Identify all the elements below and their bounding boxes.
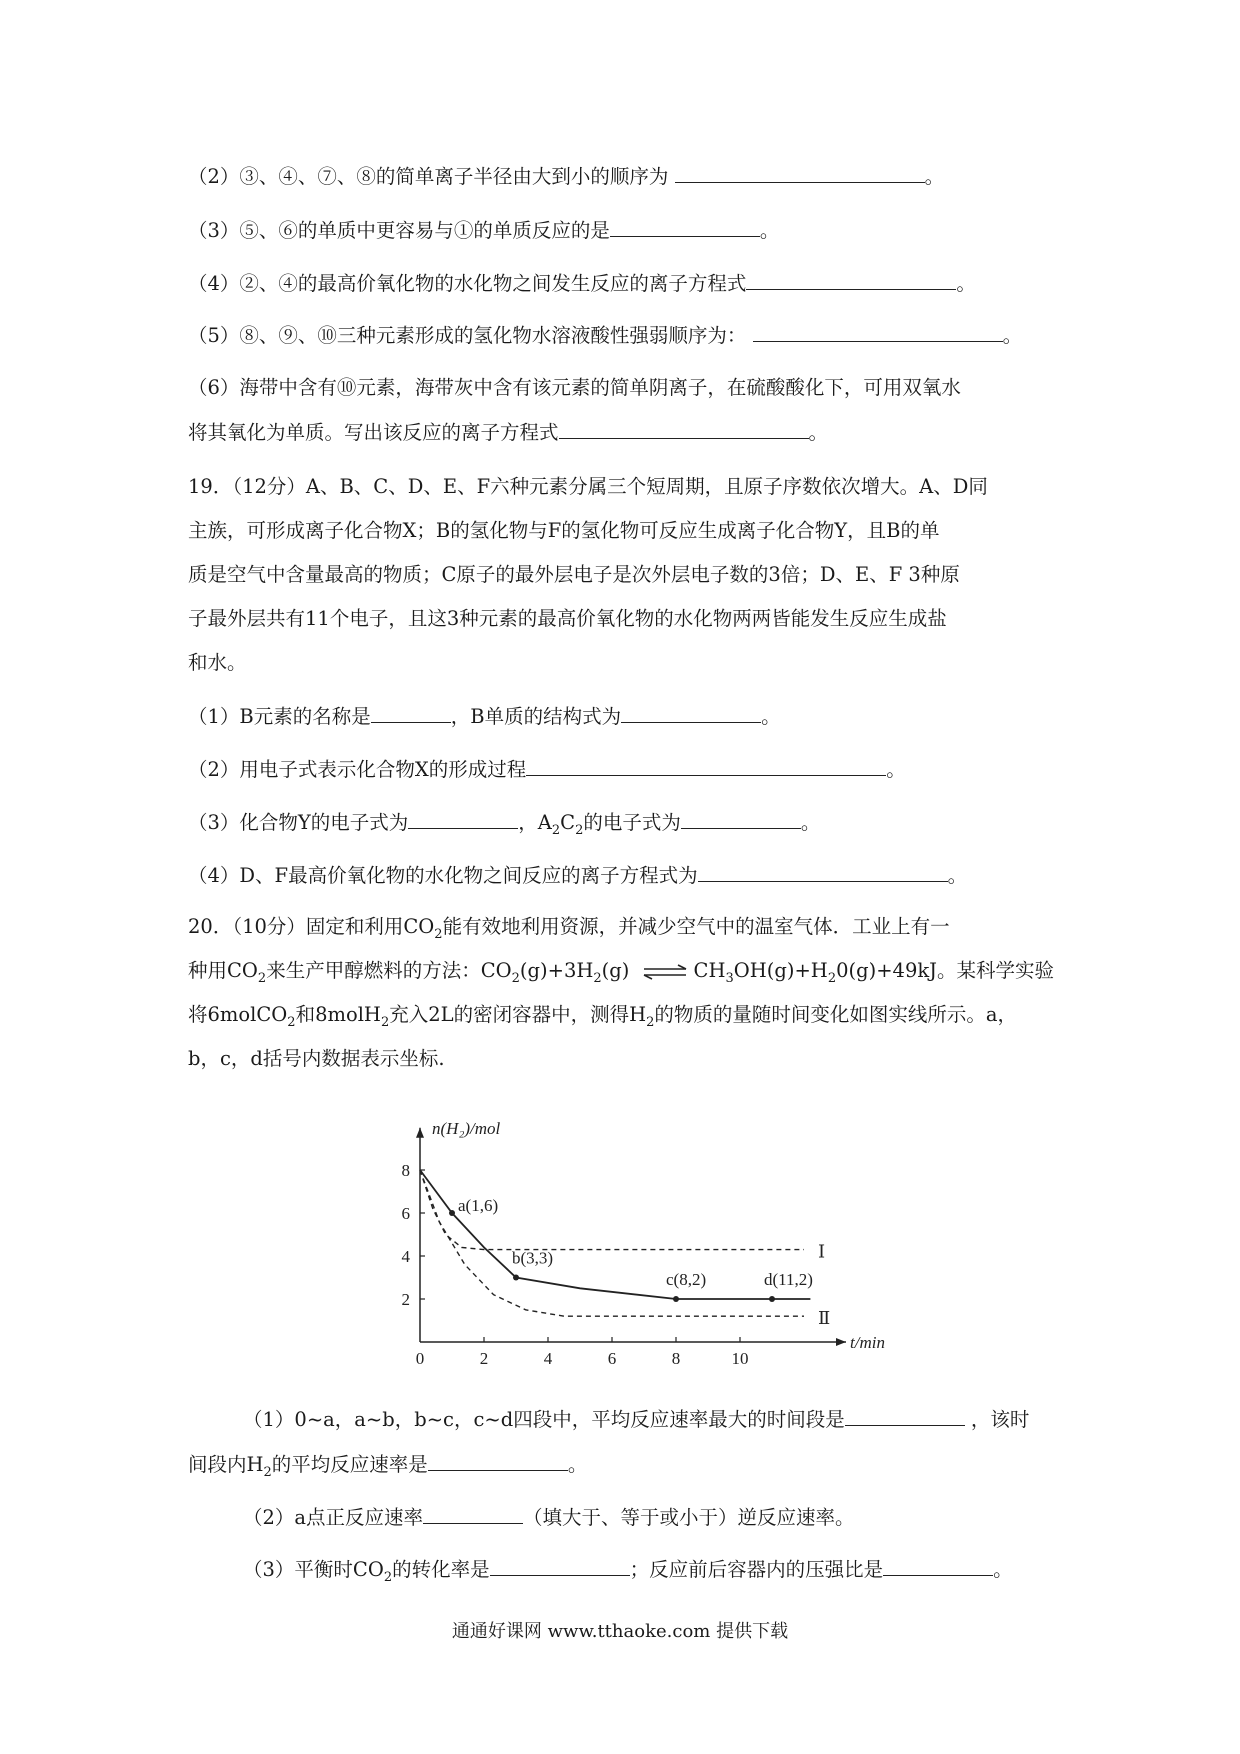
x-tick-label: 8 — [671, 1349, 681, 1368]
answer-blank[interactable] — [698, 861, 948, 882]
answer-blank[interactable] — [490, 1555, 630, 1576]
answer-blank[interactable] — [428, 1450, 568, 1471]
answer-blank[interactable] — [408, 808, 518, 829]
y-tick-label: 6 — [401, 1204, 410, 1223]
series-label: Ⅰ — [818, 1241, 826, 1262]
q20-stem-line1: 20．（10分）固定和利用$CO_2$能有效地利用资源，并减少空气中的温室气体．工业上有一 — [188, 915, 950, 942]
data-point-label: a(1,6) — [458, 1196, 499, 1215]
series-line-3 — [420, 1170, 804, 1316]
x-tick-label: 4 — [543, 1349, 553, 1368]
q19-stem-line3: 质是空气中含量最高的物质；C原子的最外层电子是次外层电子数的3倍；D、E、F 3种原 — [188, 563, 960, 586]
x-axis-label: t/min — [850, 1333, 885, 1352]
q19-part3: （3）化合物Y的电子式为 ，$A_2C_2$的电子式为 。 — [188, 808, 820, 845]
answer-blank[interactable] — [621, 702, 761, 723]
q20-part1-line1: （1）0~a，a~b，b~c，c~d四段中，平均反应速率最大的时间段是 ，该时 — [243, 1405, 1029, 1434]
x-tick-label: 10 — [731, 1349, 749, 1368]
q18-part3: （3）⑤、⑥的单质中更容易与①的单质反应的是 。 — [188, 216, 779, 245]
answer-blank[interactable] — [675, 162, 925, 183]
answer-blank[interactable] — [746, 269, 956, 290]
q20-part3: （3）平衡时$CO_2$的转化率是 ；反应前后容器内的压强比是 。 — [243, 1555, 1013, 1592]
data-point — [449, 1210, 455, 1216]
series-label: Ⅱ — [818, 1308, 831, 1329]
q19-part1: （1）B元素的名称是 ，B单质的结构式为 。 — [188, 702, 781, 731]
y-axis-arrow — [416, 1128, 424, 1138]
q19-stem-line1: 19．（12分）A、B、C、D、E、F六种元素分属三个短周期，且原子序数依次增大。A、D同 — [188, 475, 988, 498]
data-point — [673, 1296, 679, 1302]
answer-blank[interactable] — [423, 1503, 523, 1524]
answer-blank[interactable] — [610, 216, 760, 237]
equilibrium-arrow-icon — [642, 964, 688, 980]
x-tick-label: 6 — [607, 1349, 617, 1368]
x-tick-label: 2 — [479, 1349, 489, 1368]
answer-blank[interactable] — [371, 702, 451, 723]
answer-blank[interactable] — [526, 755, 886, 776]
q20-stem-line4: b，c，d括号内数据表示坐标. — [188, 1047, 445, 1070]
h2-amount-chart — [390, 1082, 885, 1382]
q20-part2: （2）a点正反应速率 （填大于、等于或小于）逆反应速率。 — [243, 1503, 855, 1532]
data-point — [513, 1275, 519, 1281]
q18-part2: （2）③、④、⑦、⑧的简单离子半径由大到小的顺序为 。 — [188, 162, 944, 191]
y-tick-label: 2 — [401, 1290, 410, 1309]
q19-stem-line5: 和水。 — [188, 651, 247, 674]
answer-blank[interactable] — [753, 321, 1003, 342]
q20-stem-line2: 种用$CO_2$来生产甲醇燃料的方法：$CO_2(g)+3H_2(g)$ $CH_3OH(g)+H_20(g)+49kJ$。某科学实验 — [188, 959, 1054, 986]
q18-part5: （5）⑧、⑨、⑩三种元素形成的氢化物水溶液酸性强弱顺序为： 。 — [188, 321, 1022, 350]
answer-blank[interactable] — [559, 418, 809, 439]
x-tick-label: 0 — [415, 1349, 425, 1368]
q20-part1-line2: 间段内$H_2$的平均反应速率是 。 — [188, 1450, 587, 1487]
answer-blank[interactable] — [845, 1405, 965, 1426]
data-point — [769, 1296, 775, 1302]
q18-part6-line1: （6）海带中含有⑩元素，海带灰中含有该元素的简单阴离子，在硫酸酸化下，可用双氧水 — [188, 376, 961, 399]
q19-part4: （4）D、F最高价氧化物的水化物之间反应的离子方程式为 。 — [188, 861, 967, 890]
q19-stem-line2: 主族，可形成离子化合物X；B的氢化物与F的氢化物可反应生成离子化合物Y，且B的单 — [188, 519, 940, 542]
series-line-1 — [420, 1170, 810, 1299]
page-footer: 通通好课网 www.tthaoke.com 提供下载 — [451, 1621, 789, 1642]
q19-stem-line4: 子最外层共有11个电子，且这3种元素的最高价氧化物的水化物两两皆能发生反应生成盐 — [188, 607, 947, 630]
q18-part4: （4）②、④的最高价氧化物的水化物之间发生反应的离子方程式 。 — [188, 269, 976, 298]
answer-blank[interactable] — [883, 1555, 993, 1576]
y-axis-label: n(H₂)/mol — [432, 1118, 501, 1138]
answer-blank[interactable] — [681, 808, 801, 829]
data-point-label: b(3,3) — [512, 1248, 554, 1268]
data-point-label: c(8,2) — [666, 1270, 707, 1289]
x-axis-arrow — [836, 1338, 846, 1346]
y-tick-label: 8 — [401, 1161, 410, 1180]
q20-stem-line3: 将6molCO$_2$和8molH$_2$充入2L的密闭容器中，测得$H_2$的物质的量随时间变化如图实线所示。a， — [188, 1003, 1018, 1030]
q18-part6-line2: 将其氧化为单质。写出该反应的离子方程式 。 — [188, 418, 828, 447]
data-point-label: d(11,2) — [764, 1270, 813, 1289]
y-tick-label: 4 — [401, 1247, 410, 1266]
q19-part2: （2）用电子式表示化合物X的形成过程 。 — [188, 755, 906, 784]
